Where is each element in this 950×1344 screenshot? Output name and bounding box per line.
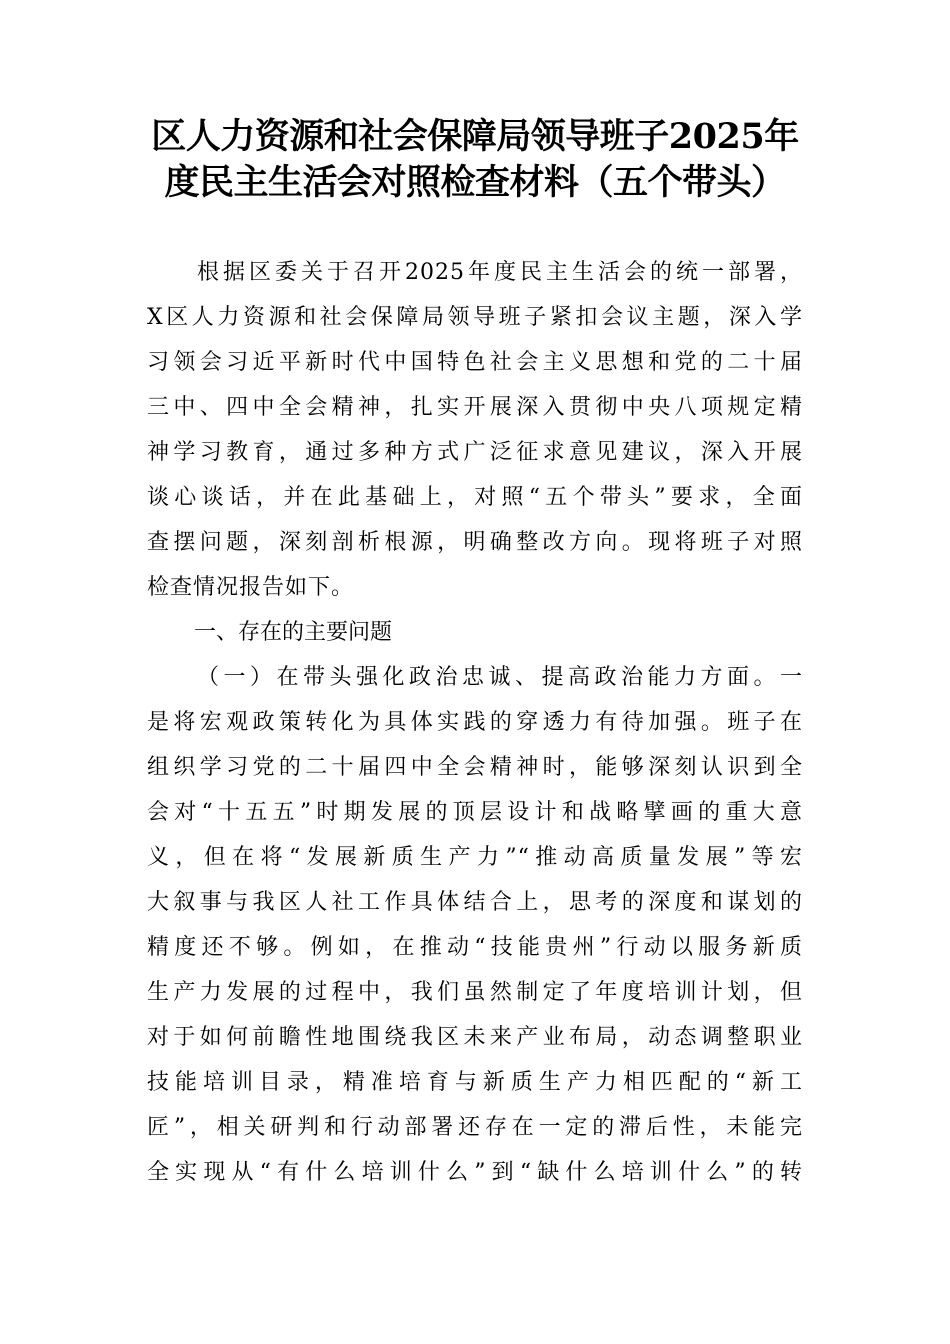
title-line-1: 区人力资源和社会保障局领导班子2025年: [151, 116, 799, 157]
paragraph-line: 对于如何前瞻性地围绕我区未来产业布局，动态调整职业: [147, 1025, 803, 1050]
paragraph-line: 习领会习近平新时代中国特色社会主义思想和党的二十届: [147, 350, 803, 375]
paragraph-line: 生产力发展的过程中，我们虽然制定了年度培训计划，但: [147, 980, 803, 1005]
paragraph-line: 神学习教育，通过多种方式广泛征求意见建议，深入开展: [147, 440, 803, 465]
paragraph-line: 组织学习党的二十届四中全会精神时，能够深刻认识到全: [147, 755, 803, 780]
paragraph-line: 大叙事与我区人社工作具体结合上，思考的深度和谋划的: [147, 890, 803, 915]
paragraph-line: 是将宏观政策转化为具体实践的穿透力有待加强。班子在: [147, 710, 803, 735]
paragraph-line: 会对“十五五”时期发展的顶层设计和战略擘画的重大意: [147, 800, 803, 825]
paragraph-line: （一）在带头强化政治忠诚、提高政治能力方面。一: [197, 665, 803, 690]
paragraph-line: 精度还不够。例如，在推动“技能贵州”行动以服务新质: [147, 935, 803, 960]
paragraph-line: X区人力资源和社会保障局领导班子紧扣会议主题，深入学: [147, 305, 803, 330]
paragraph-line: 检查情况报告如下。: [147, 575, 355, 600]
paragraph-line: 全实现从“有什么培训什么”到“缺什么培训什么”的转: [147, 1160, 803, 1185]
paragraph-line: 义，但在将“发展新质生产力”“推动高质量发展”等宏: [147, 845, 803, 870]
paragraph-line: 根据区委关于召开2025年度民主生活会的统一部署，: [197, 260, 803, 285]
document-title: [140, 114, 810, 206]
title-line-2: 度民主生活会对照检查材料（五个带头）: [164, 162, 786, 203]
paragraph-line: 查摆问题，深刻剖析根源，明确整改方向。现将班子对照: [147, 530, 803, 555]
paragraph-line: 匠”，相关研判和行动部署还存在一定的滞后性，未能完: [147, 1115, 803, 1140]
section-heading: 一、存在的主要问题: [194, 620, 393, 645]
paragraph-line: 谈心谈话，并在此基础上，对照“五个带头”要求，全面: [147, 485, 803, 510]
paragraph-line: 三中、四中全会精神，扎实开展深入贯彻中央八项规定精: [147, 395, 803, 420]
paragraph-line: 技能培训目录，精准培育与新质生产力相匹配的“新工: [147, 1070, 803, 1095]
